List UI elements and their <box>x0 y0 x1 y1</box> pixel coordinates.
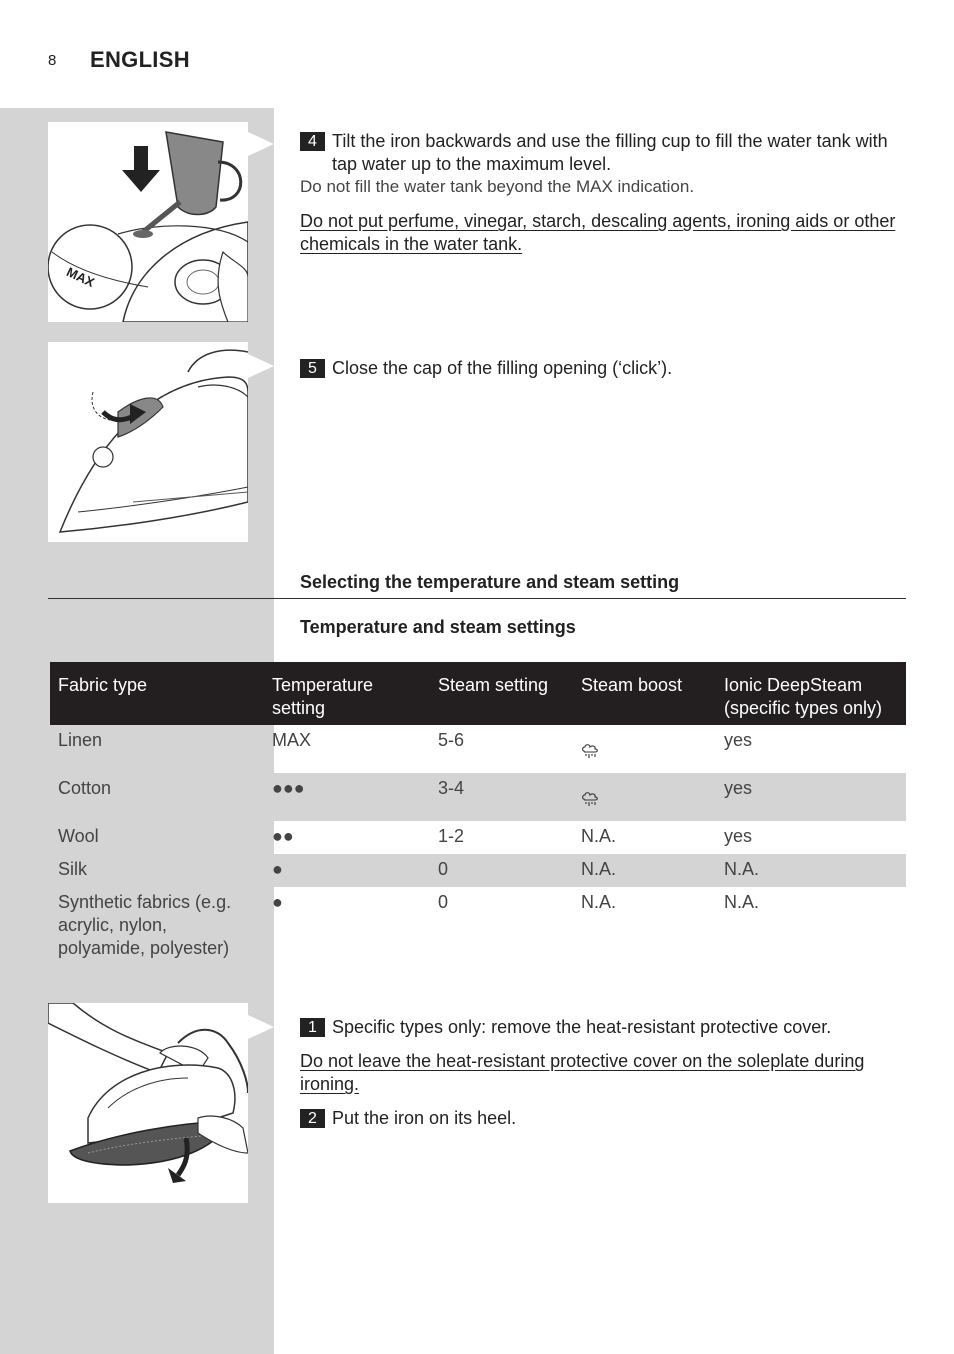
warning-text: Do not leave the heat-resistant protective cover on the soleplate during ironing. <box>300 1051 865 1094</box>
step-text: Tilt the iron backwards and use the filling cup to fill the water tank with tap water up to the maximum level. <box>332 131 888 174</box>
warning-text: Do not put perfume, vinegar, starch, descaling agents, ironing aids or other chemicals in the water tank. <box>300 211 896 254</box>
steam-boost-cell <box>573 725 716 773</box>
max-label: MAX <box>64 264 97 290</box>
language-heading: ENGLISH <box>90 47 190 72</box>
step-number-badge: 4 <box>300 132 325 151</box>
temperature-cell: ● <box>272 892 283 912</box>
step-1 <box>300 1016 900 1039</box>
table-heading: Temperature and steam settings <box>300 617 576 637</box>
steam-cell: 3-4 <box>430 773 573 821</box>
column-header: Fabric type <box>50 662 264 725</box>
table-row <box>50 773 906 821</box>
ionic-deepsteam-cell: yes <box>716 773 906 821</box>
step-2 <box>300 1107 900 1130</box>
steam-boost-cell: N.A. <box>581 826 617 846</box>
ionic-deepsteam-cell: yes <box>724 730 753 750</box>
callout-notch <box>248 1015 274 1039</box>
page-number: 8 <box>48 52 57 69</box>
column-header: Temperature setting <box>264 662 430 725</box>
table-row <box>50 854 906 887</box>
table-row <box>50 725 906 773</box>
step-text: Close the cap of the filling opening (‘click’). <box>332 358 673 378</box>
column-header: Steam boost <box>573 662 716 725</box>
table-row <box>50 887 906 966</box>
steam-cell: 0 <box>430 854 573 887</box>
ionic-deepsteam-cell: N.A. <box>724 892 760 912</box>
steam-boost-icon <box>581 743 599 761</box>
callout-notch <box>248 354 274 378</box>
steam-boost-cell: N.A. <box>581 892 617 912</box>
section-heading: Selecting the temperature and steam setting <box>300 572 680 592</box>
temperature-cell: ●● <box>272 826 294 846</box>
steam-boost-cell <box>573 773 716 821</box>
cover-warning <box>300 1050 900 1096</box>
column-header: Steam setting <box>430 662 573 725</box>
fabric-cell: Wool <box>58 826 99 846</box>
temperature-cell: MAX <box>272 730 312 750</box>
table-header-row <box>50 662 906 725</box>
fabric-cell: Cotton <box>50 773 264 821</box>
step-text: Put the iron on its heel. <box>332 1108 517 1128</box>
illustration-fill-water-tank <box>48 122 248 322</box>
step-text: Specific types only: remove the heat-resistant protective cover. <box>332 1017 832 1037</box>
steam-boost-icon <box>581 791 599 809</box>
table-row <box>50 821 906 854</box>
section-divider <box>48 598 906 599</box>
illustration-close-cap <box>48 342 248 542</box>
steam-cell: 0 <box>438 892 449 912</box>
steam-cell: 1-2 <box>438 826 465 846</box>
chemicals-warning <box>300 210 900 256</box>
steam-cell: 5-6 <box>438 730 465 750</box>
illustration-remove-cover <box>48 1003 248 1203</box>
max-note: Do not fill the water tank beyond the MAX indication. <box>300 177 695 196</box>
fabric-cell: Linen <box>58 730 103 750</box>
step-4 <box>300 130 900 176</box>
ionic-deepsteam-cell: N.A. <box>716 854 906 887</box>
fabric-cell: Synthetic fabrics (e.g. acrylic, nylon, polyamide, polyester) <box>58 892 232 958</box>
step-5 <box>300 357 900 380</box>
ionic-deepsteam-cell: yes <box>724 826 753 846</box>
step-number-badge: 5 <box>300 359 325 378</box>
temperature-steam-table <box>50 662 906 966</box>
callout-notch <box>248 132 274 156</box>
temperature-cell: ● <box>264 854 430 887</box>
step-number-badge: 2 <box>300 1109 325 1128</box>
steam-boost-cell: N.A. <box>573 854 716 887</box>
fabric-cell: Silk <box>50 854 264 887</box>
step-number-badge: 1 <box>300 1018 325 1037</box>
column-header: Ionic DeepSteam (specific types only) <box>716 662 906 725</box>
temperature-cell: ●●● <box>264 773 430 821</box>
